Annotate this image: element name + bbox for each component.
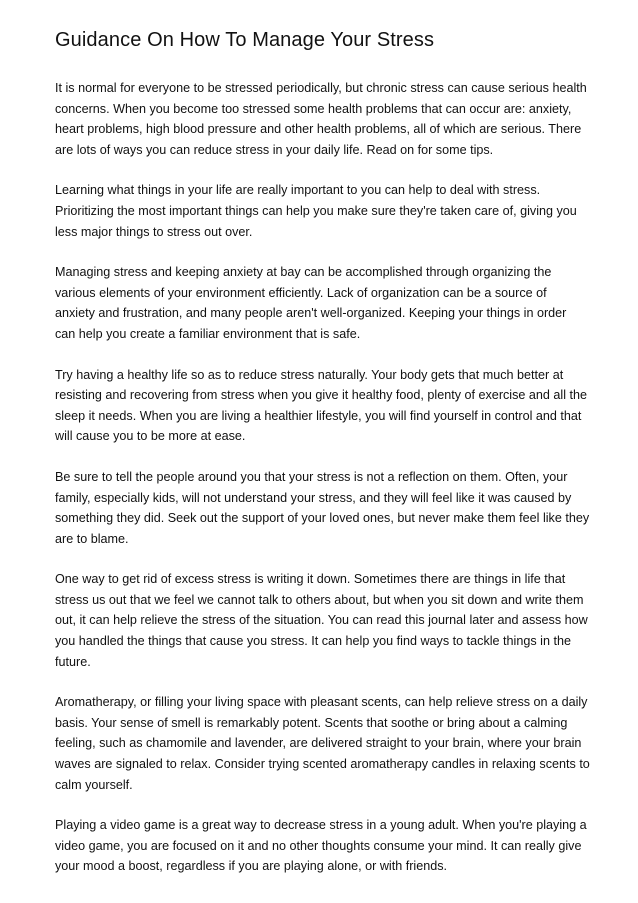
- paragraph-priorities: Learning what things in your life are really important to you can help to deal with stress. Prioritizing the most important things can help you make sure they're taken care of, giving you less major things to stress out over.: [55, 183, 577, 239]
- paragraph-video-game: Playing a video game is a great way to decrease stress in a young adult. When you're playing a video game, you are focused on it and no other thoughts consume your mind. It can really give your mood a boost, regardless if you are playing alone, or with friends.: [55, 818, 587, 874]
- paragraph-aromatherapy: Aromatherapy, or filling your living space with pleasant scents, can help relieve stress on a daily basis. Your sense of smell is remarkably potent. Scents that soothe or bring about a calming feeling, such as chamomile and lavender, are delivered straight to your brain, where your brain waves are signaled to relax. Consider trying scented aromatherapy candles in relaxing scents to calm yourself.: [55, 695, 590, 792]
- paragraph-writing: One way to get rid of excess stress is writing it down. Sometimes there are things in life that stress us out that we feel we cannot talk to others about, but when you sit down and write them out, it can help relieve the stress of the situation. You can read this journal later and assess how you handled the things that cause you stress. It can help you find ways to tackle things in the future.: [55, 572, 588, 669]
- paragraph-tell-people: Be sure to tell the people around you that your stress is not a reflection on them. Often, your family, especially kids, will not understand your stress, and they will feel like it was caused by something they did. Seek out the support of your loved ones, but never make them feel like they are to blame.: [55, 469, 590, 546]
- paragraph-intro: It is normal for everyone to be stressed periodically, but chronic stress can cause serious health concerns. When you become too stressed some health problems that can occur are: anxiety, heart problems, high blood pressure and other health problems, all of which are serious. There are lots of ways you can reduce stress in your daily life. Read on for some tips.: [55, 81, 587, 157]
- document-page: [55, 28, 590, 897]
- paragraph-healthy-life: Try having a healthy life so as to reduce stress naturally. Your body gets that much better at resisting and recovering from stress when you give it healthy food, plenty of exercise and all the sleep it needs. When you are living a healthier lifestyle, you will find yourself in control and that will cause you to be more at ease.: [55, 367, 588, 444]
- document-title: Guidance On How To Manage Your Stress: [55, 29, 435, 51]
- paragraph-organization: Managing stress and keeping anxiety at bay can be accomplished through organizing the various elements of your environment efficiently. Lack of organization can be a source of anxiety and frustration, and many people aren't well-organized. Keeping your things in order can help you create a familiar environment that is safe.: [55, 265, 567, 341]
